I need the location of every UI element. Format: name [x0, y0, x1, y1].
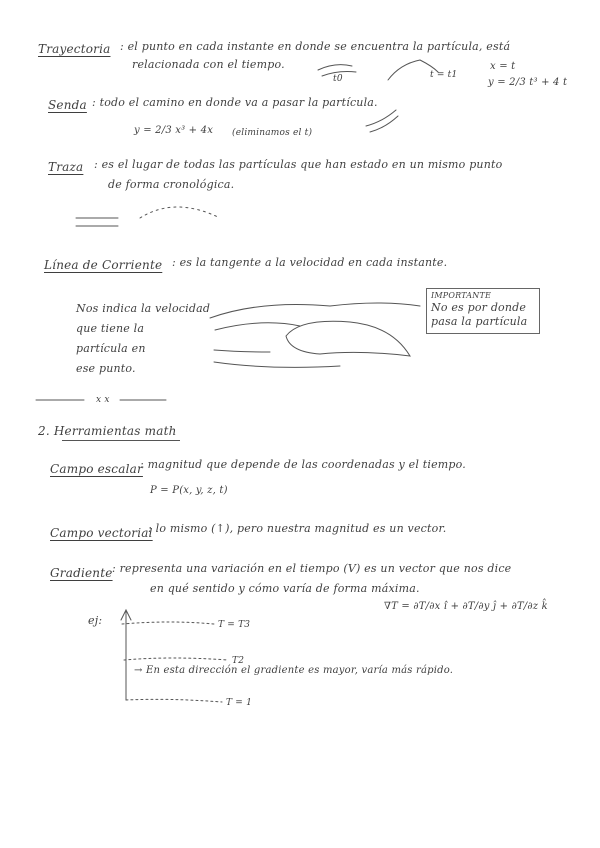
- gradiente-line1: : representa una variación en el tiempo (V) es un vector que nos dice: [112, 562, 512, 575]
- senda-line1: : todo el camino en donde va a pasar la partícula.: [92, 96, 378, 109]
- isoline-t2: [124, 658, 228, 660]
- trajectory-eq-x: x = t: [490, 61, 516, 72]
- streamline-1: [210, 303, 420, 318]
- path-sketch-2: [366, 110, 396, 126]
- trayectoria-line2: relacionada con el tiempo.: [132, 58, 285, 71]
- streamline-note-1: Nos indica la velocidad: [76, 302, 211, 315]
- divider-label: x x: [96, 395, 110, 405]
- isoline-t1-label: T = 1: [226, 698, 252, 708]
- term-gradiente: Gradiente: [50, 566, 113, 580]
- airfoil: [286, 321, 410, 356]
- gradient-arrowhead: [121, 610, 131, 620]
- example-label: ej:: [88, 614, 103, 627]
- trajectory-t1-label: t = t1: [430, 70, 458, 80]
- streak-dots: [140, 207, 220, 218]
- traza-line1: : es el lugar de todas las partículas que han estado en un mismo punto: [94, 158, 503, 171]
- important-box-line1: No es por donde: [431, 301, 527, 314]
- linea-corriente-line1: : es la tangente a la velocidad en cada instante.: [172, 256, 448, 269]
- trajectory-eq-y: y = 2/3 t³ + 4 t: [488, 77, 568, 88]
- gradiente-eq: ∇T = ∂T/∂x î + ∂T/∂y ĵ + ∂T/∂z k̂: [384, 601, 548, 612]
- isoline-t3-label: T = T3: [218, 620, 251, 630]
- gradient-example-note: → En esta dirección el gradiente es mayor, varía más rápido.: [134, 665, 454, 676]
- term-senda: Senda: [48, 98, 87, 112]
- term-campo-escalar: Campo escalar: [50, 462, 143, 476]
- streamline-note-2: que tiene la: [76, 322, 145, 335]
- campo-vectorial-line1: : lo mismo (↑), pero nuestra magnitud es un vector.: [148, 522, 447, 535]
- isoline-t3: [122, 622, 214, 624]
- term-trayectoria: Trayectoria: [38, 42, 111, 56]
- important-box-title: IMPORTANTE: [431, 291, 492, 300]
- term-linea-corriente: Línea de Corriente: [44, 258, 163, 272]
- streamline-3: [214, 350, 270, 352]
- streamline-2: [215, 323, 300, 330]
- streamline-note-3: partícula en: [76, 342, 146, 355]
- trajectory-t0-label: t0: [333, 74, 343, 84]
- streamline-note-4: ese punto.: [76, 362, 136, 375]
- campo-escalar-line1: : magnitud que depende de las coordenadas y el tiempo.: [140, 458, 466, 471]
- term-traza: Traza: [48, 160, 84, 174]
- isoline-t1: [126, 699, 222, 702]
- campo-escalar-eq: P = P(x, y, z, t): [150, 485, 228, 496]
- important-box-line2: pasa la partícula: [431, 315, 528, 328]
- gradiente-line2: en qué sentido y cómo varía de forma máxima.: [150, 582, 420, 595]
- trajectory-sketch-1: [318, 65, 352, 70]
- section-heading-herramientas: 2. Herramientas math: [38, 424, 177, 438]
- path-sketch: [370, 116, 398, 132]
- streamline-4: [214, 362, 340, 367]
- isoline-t2-label: T2: [232, 656, 245, 666]
- important-box: [426, 288, 540, 334]
- heading-underline: [62, 440, 180, 441]
- trayectoria-line1: : el punto en cada instante en donde se encuentra la partícula, está: [120, 40, 511, 53]
- senda-note: (eliminamos el t): [232, 128, 313, 138]
- term-campo-vectorial: Campo vectorial: [50, 526, 153, 540]
- senda-eq: y = 2/3 x³ + 4x: [134, 125, 214, 136]
- traza-line2: de forma cronológica.: [108, 178, 235, 191]
